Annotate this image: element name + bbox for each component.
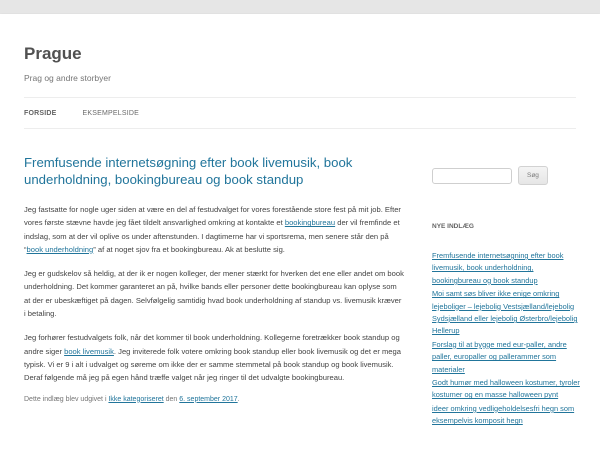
list-item (432, 250, 580, 287)
post-text: . Jeg inviterede folk votere omkring book standup eller book livemusik og det er mega typisk. Vi er 9 i alt i udvalget og søreme om ikke der er samme stemmetal på book standup og book livemusik. Deraf følgende må jeg på egen hånd træffe valget når jeg ringer til det udvalgte bookingbureau. (24, 346, 401, 383)
recent-post-link[interactable]: Moi samt søs bliver ikke enige omkring lejeboliger – lejebolig Vestsjælland/lejebolig Sydsjælland eller lejebolig Østerbro/lejebolig Hellerup (432, 289, 578, 336)
post-paragraph-1 (24, 203, 404, 256)
recent-post-link[interactable]: Forslag til at bygge med eur-paller, andre paller, europaller og pallerammer som materialer (432, 339, 567, 374)
post-text: Jeg fastsatte for nogle uger siden at være en del af festudvalget for vores forestående store fest på mit job. Efter vores første stævne havde jeg fået tildelt ansvarlighed omkring at kontakte et (24, 205, 401, 228)
recent-post-link[interactable]: Fremfusende internetsøgning efter book livemusik, book underholdning, bookingbureau og book standup (432, 251, 564, 285)
post-text: Jeg forhører festudvalgets folk, når det kommer til book underholdning. Kollegerne foretrækker book standup og andre siger (24, 333, 400, 356)
page (0, 14, 600, 450)
nav-item-eksempelside[interactable]: EKSEMPELSIDE (82, 109, 139, 117)
recent-posts-list (432, 250, 580, 428)
book-underholdning-link[interactable]: book underholdning (26, 244, 94, 254)
search-form (432, 166, 580, 185)
meta-text: den (163, 395, 180, 403)
site-header (24, 44, 111, 83)
main-navigation (24, 97, 576, 129)
search-input[interactable] (432, 168, 512, 184)
recent-post-link[interactable]: Godt humør med halloween kostumer, tyroler kostumer og en masse halloween pynt (432, 378, 580, 400)
date-link[interactable]: 6. september 2017 (179, 395, 238, 403)
site-title[interactable]: Prague (24, 44, 82, 63)
list-item (432, 377, 580, 402)
post-title[interactable]: Fremfusende internetsøgning efter book livemusik, book underholdning, bookingbureau og book standup (24, 155, 353, 187)
post-meta (24, 396, 404, 403)
post-text: der vil fremfinde et indslag, som at der vil oplive os under aftenstunden. I dagtimerne har vi sportsrema, men senere står den på “ (24, 218, 400, 254)
meta-text: . (237, 395, 240, 403)
post-paragraph-3 (24, 331, 404, 384)
recent-post-link[interactable]: ideer omkring vedligeholdelsesfri hegn som eksempelvis komposit hegn (432, 403, 575, 426)
meta-text: Dette indlæg blev udgivet i (24, 395, 109, 403)
recent-posts-title: NYE INDLÆG (432, 223, 474, 230)
list-item (432, 288, 580, 338)
search-button[interactable]: Søg (518, 166, 548, 185)
post-text: ” af at noget sjov fra et bookingbureau. Ak at beslutte sig. (93, 244, 285, 254)
site-description: Prag og andre storbyer (24, 73, 111, 83)
list-item (432, 403, 580, 428)
book-livemusik-link[interactable]: book livemusik (64, 346, 114, 356)
post-article (24, 154, 404, 403)
list-item (432, 339, 580, 376)
nav-item-forside[interactable]: FORSIDE (24, 109, 57, 117)
post-paragraph-2: Jeg er gudskelov så heldig, at der ik er nogen kolleger, der mener stærkt for hverken det ene eller andet om book underholdning. Det kommer garanteret an på, hvilke bands eller personer dette bookingbureau kan oplyse som at der er ubeskæftiget på dagen. Selvfølgelig samtidig hvad book underholdning af standup vs. livemusik kræver i betaling. (24, 269, 404, 319)
bookingbureau-link[interactable]: bookingbureau (284, 218, 336, 228)
main-content (24, 154, 404, 403)
sidebar (432, 166, 580, 429)
category-link[interactable]: Ikke kategoriseret (108, 395, 164, 403)
